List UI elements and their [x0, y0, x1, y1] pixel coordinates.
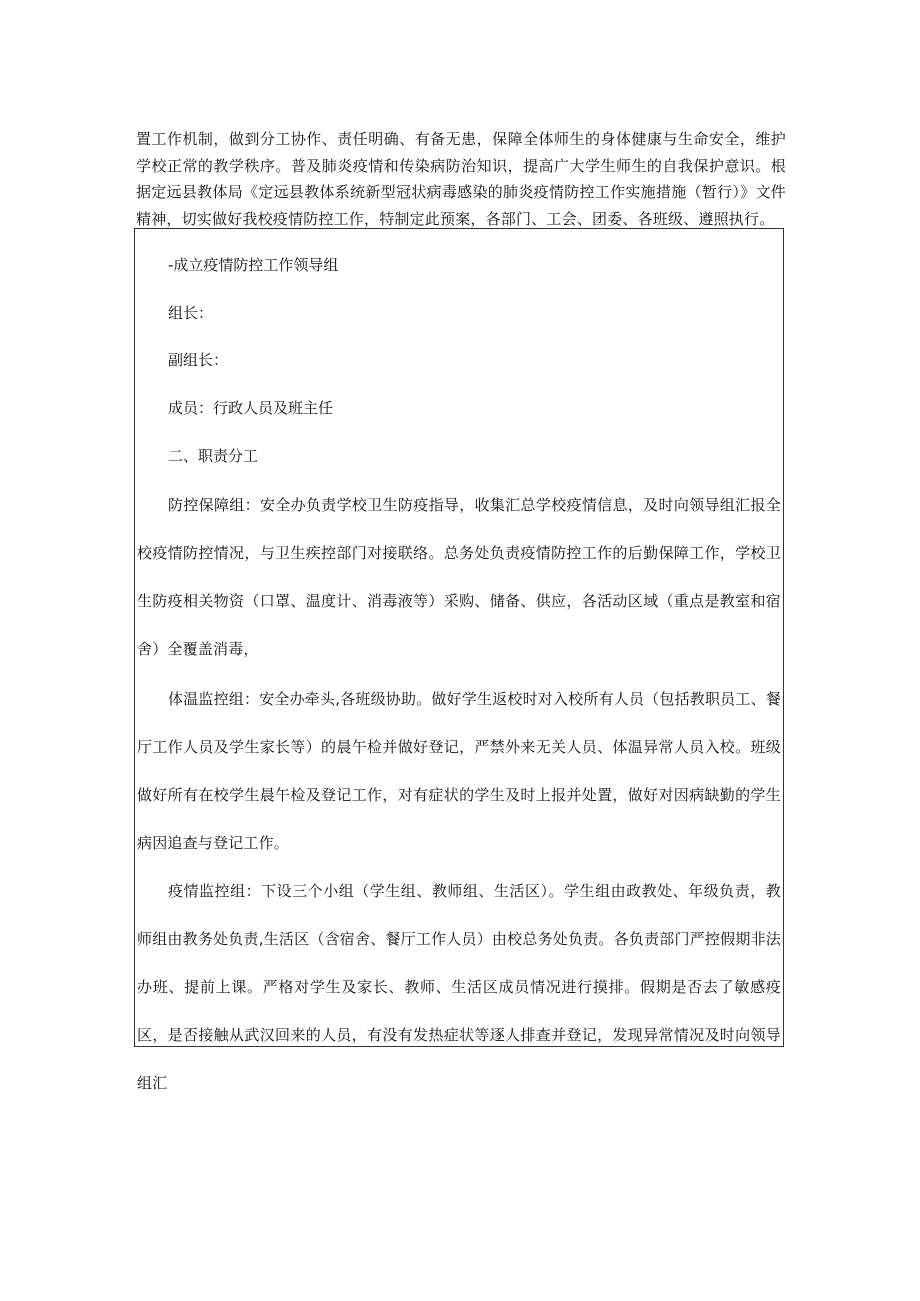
epidemic-monitoring-paragraph: 疫情监控组：下设三个小组（学生组、教师组、生活区）。学生组由政教处、年级负责，教师组由教务处负责,生活区（含宿舍、餐厅工作人员）由校总务处负责。各负责部门严控假期非法办班、提前上课。严格对学生及家长、教师、生活区成员情况进行摸排。假期是否去了敏感疫区，是否接触从武汉回来的人员，有没有发热症状等逐人排查并登记，发现异常情况及时向领导组汇	[137, 882, 781, 1092]
prevention-group-paragraph: 防控保障组：安全办负责学校卫生防疫指导，收集汇总学校疫情信息，及时向领导组汇报全校疫情防控情况，与卫生疾控部门对接联络。总务处负责疫情防控工作的后勤保障工作，学校卫生防疫相关物资（口罩、温度计、消毒液等）采购、储备、供应，各活动区域（重点是教室和宿舍）全覆盖消毒，	[137, 496, 781, 658]
section-heading-leadership: -成立疫情防控工作领导组	[168, 256, 339, 274]
section-heading-duties: 二、职责分工	[168, 447, 259, 465]
temperature-group-paragraph: 体温监控组：安全办牵头,各班级协助。做好学生返校时对入校所有人员（包括教职员工、餐厅工作人员及学生家长等）的晨午检并做好登记，严禁外来无关人员、体温异常人员入校。班级做好所有在校学生晨午检及登记工作，对有症状的学生及时上报并处置，做好对因病缺勤的学生病因追查与登记工作。	[137, 690, 781, 852]
leader-line: 组长：	[168, 304, 214, 322]
intro-paragraph: 置工作机制，做到分工协作、责任明确、有备无患，保障全体师生的身体健康与生命安全，维护学校正常的教学秩序。普及肺炎疫情和传染病防治知识，提高广大学生师生的自我保护意识。根据定远县教体局《定远县教体系统新型冠状病毒感染的肺炎疫情防控工作实施措施（暂行）》文件精神，切实做好我校疫情防控工作，特制定此预案，各部门、工会、团委、各班级、遵照执行。	[136, 130, 786, 228]
deputy-leader-line: 副组长：	[168, 351, 229, 369]
bordered-content-box	[134, 228, 784, 1092]
members-line: 成员：行政人员及班主任	[168, 399, 334, 417]
